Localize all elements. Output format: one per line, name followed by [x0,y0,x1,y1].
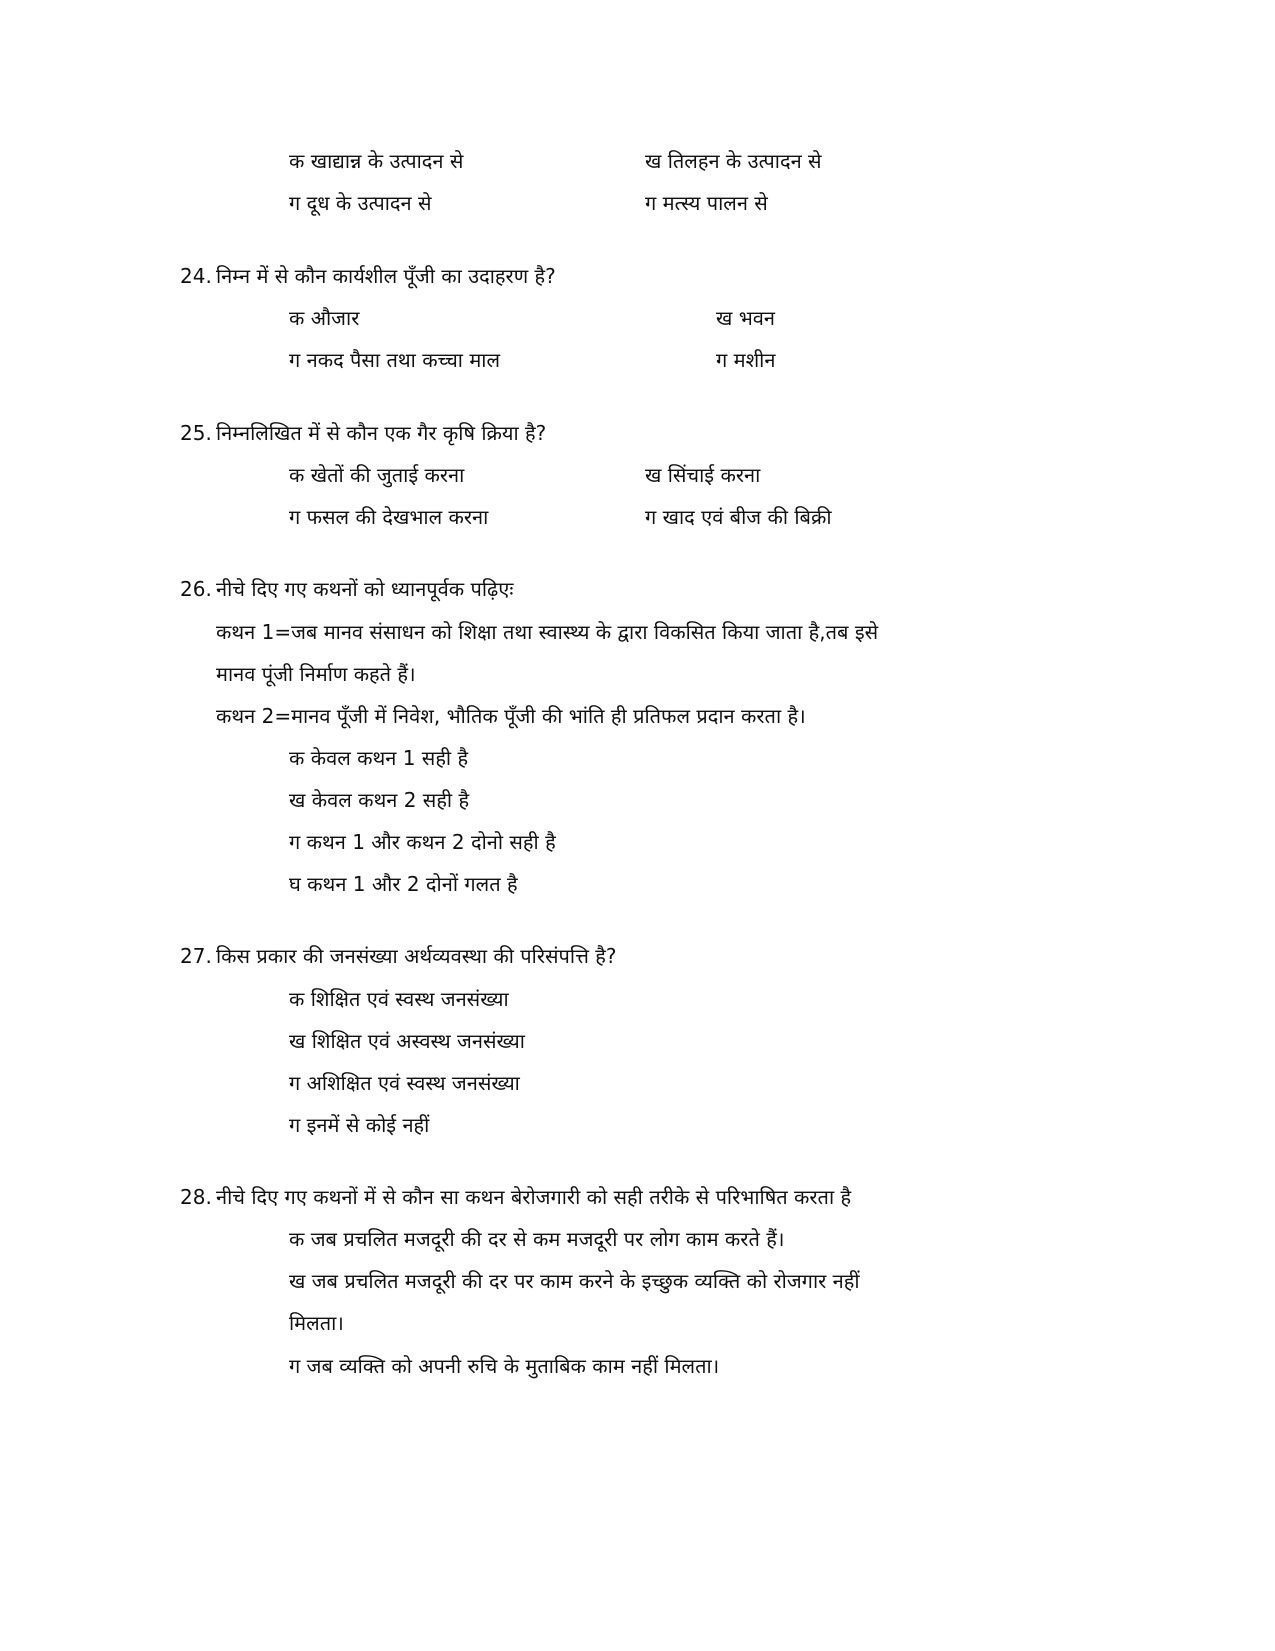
q28-question: नीचे दिए गए कथनों में से कौन सा कथन बेरोजगारी को सही तरीके से परिभाषित करता है [216,1185,852,1209]
q27-option-c: ग अशिक्षित एवं स्वस्थ जनसंख्या [289,1071,520,1095]
q23-option-a: क खाद्यान्न के उत्पादन से [289,149,464,173]
q24-question: निम्न में से कौन कार्यशील पूँजी का उदाहरण है? [216,264,556,288]
q26-statement-1-line-2: मानव पूंजी निर्माण कहते हैं। [216,662,416,686]
q24-option-b: ख भवन [716,306,775,330]
q26-statement-1-line-1: कथन 1=जब मानव संसाधन को शिक्षा तथा स्वास्थ्य के द्वारा विकसित किया जाता है,तब इसे [216,620,879,644]
q24-number: 24. [180,264,212,288]
q26-statement-2: कथन 2=मानव पूँजी में निवेश, भौतिक पूँजी की भांति ही प्रतिफल प्रदान करता है। [216,704,806,728]
q27-question: किस प्रकार की जनसंख्या अर्थव्यवस्था की परिसंपत्ति है? [216,944,617,968]
q26-number: 26. [180,577,212,601]
q28-option-b-line-2: मिलता। [289,1311,344,1335]
q25-option-b: ख सिंचाई करना [645,463,761,487]
q28-option-a: क जब प्रचलित मजदूरी की दर से कम मजदूरी पर लोग काम करते हैं। [289,1227,785,1251]
q23-option-d: ग मत्स्य पालन से [645,191,768,215]
q25-option-c: ग फसल की देखभाल करना [289,505,489,529]
q27-option-d: ग इनमें से कोई नहीं [289,1113,430,1137]
q26-option-a: क केवल कथन 1 सही है [289,746,469,770]
q23-option-c: ग दूध के उत्पादन से [289,191,432,215]
q24-option-a: क औजार [289,306,360,330]
q28-number: 28. [180,1185,212,1209]
q25-option-d: ग खाद एवं बीज की बिक्री [645,505,832,529]
q28-option-c: ग जब व्यक्ति को अपनी रुचि के मुताबिक काम नहीं मिलता। [289,1354,720,1378]
q26-option-d: घ कथन 1 और 2 दोनों गलत है [289,872,518,896]
q28-option-b-line-1: ख जब प्रचलित मजदूरी की दर पर काम करने के इच्छुक व्यक्ति को रोजगार नहीं [289,1269,860,1293]
q25-question: निम्नलिखित में से कौन एक गैर कृषि क्रिया है? [216,421,547,445]
q24-option-d: ग मशीन [716,348,776,372]
q26-option-b: ख केवल कथन 2 सही है [289,788,470,812]
q26-question: नीचे दिए गए कथनों को ध्यानपूर्वक पढ़िएः [216,577,514,601]
q27-number: 27. [180,944,212,968]
q25-option-a: क खेतों की जुताई करना [289,463,465,487]
q26-option-c: ग कथन 1 और कथन 2 दोनो सही है [289,830,556,854]
q27-option-a: क शिक्षित एवं स्वस्थ जनसंख्या [289,987,509,1011]
q23-option-b: ख तिलहन के उत्पादन से [645,149,822,173]
q24-option-c: ग नकद पैसा तथा कच्चा माल [289,348,501,372]
q25-number: 25. [180,421,212,445]
q27-option-b: ख शिक्षित एवं अस्वस्थ जनसंख्या [289,1029,525,1053]
